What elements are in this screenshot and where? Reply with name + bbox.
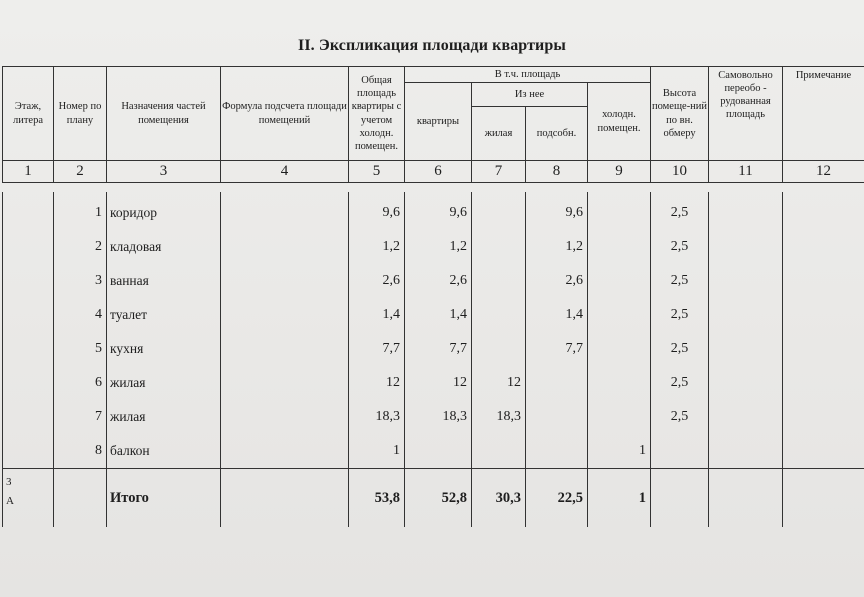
total-formula (221, 469, 349, 528)
row-room-name: кладовая (107, 230, 221, 264)
row-room-name: жилая (107, 366, 221, 400)
row-floor (3, 400, 54, 434)
row-plan-no: 4 (54, 298, 107, 332)
row-apartment-area: 2,6 (405, 264, 472, 298)
header-floor: Этаж, литера (3, 67, 54, 161)
row-living-area (472, 264, 526, 298)
row-self-rebuilt (709, 230, 783, 264)
row-formula (221, 264, 349, 298)
total-plan-no (54, 469, 107, 528)
row-aux-area: 1,4 (526, 298, 588, 332)
header-apartment: квартиры (405, 83, 472, 161)
row-notes (783, 434, 864, 469)
row-self-rebuilt (709, 264, 783, 298)
table-row (3, 264, 864, 298)
row-plan-no: 6 (54, 366, 107, 400)
row-notes (783, 400, 864, 434)
row-formula (221, 366, 349, 400)
total-literal (3, 469, 54, 528)
row-apartment-area: 18,3 (405, 400, 472, 434)
column-number: 12 (783, 161, 864, 183)
total-height (651, 469, 709, 528)
row-cold-area (588, 192, 651, 230)
header-notes: Примечание (783, 67, 864, 161)
column-number: 8 (526, 161, 588, 183)
row-aux-area (526, 366, 588, 400)
row-floor (3, 264, 54, 298)
row-total-area: 7,7 (349, 332, 405, 366)
row-height: 2,5 (651, 230, 709, 264)
header-living: жилая (472, 107, 526, 161)
row-height: 2,5 (651, 192, 709, 230)
row-aux-area (526, 400, 588, 434)
total-aux-value: 22,5 (526, 469, 588, 528)
row-height: 2,5 (651, 366, 709, 400)
row-living-area (472, 434, 526, 469)
row-total-area: 2,6 (349, 264, 405, 298)
row-room-name: коридор (107, 192, 221, 230)
header-height: Высота помеще-ний по вн. обмеру (651, 67, 709, 161)
header-self-rebuilt: Самовольно переобо - рудованная площадь (709, 67, 783, 161)
table-row (3, 434, 864, 469)
row-cold-area (588, 366, 651, 400)
row-apartment-area (405, 434, 472, 469)
row-self-rebuilt (709, 400, 783, 434)
row-aux-area: 9,6 (526, 192, 588, 230)
row-cold-area (588, 298, 651, 332)
row-room-name: жилая (107, 400, 221, 434)
row-living-area (472, 332, 526, 366)
table-row (3, 366, 864, 400)
row-aux-area: 2,6 (526, 264, 588, 298)
row-living-area: 18,3 (472, 400, 526, 434)
row-notes (783, 332, 864, 366)
row-plan-no: 1 (54, 192, 107, 230)
total-apartment-value: 52,8 (405, 469, 472, 528)
row-self-rebuilt (709, 366, 783, 400)
header-incl-area: В т.ч. площадь (405, 67, 651, 83)
total-literal-1: 3 (6, 476, 12, 488)
row-floor (3, 332, 54, 366)
row-floor (3, 230, 54, 264)
row-living-area: 12 (472, 366, 526, 400)
column-number: 2 (54, 161, 107, 183)
column-number: 11 (709, 161, 783, 183)
column-number: 10 (651, 161, 709, 183)
row-formula (221, 332, 349, 366)
row-plan-no: 2 (54, 230, 107, 264)
row-notes (783, 366, 864, 400)
row-apartment-area: 1,4 (405, 298, 472, 332)
row-apartment-area: 9,6 (405, 192, 472, 230)
row-total-area: 9,6 (349, 192, 405, 230)
column-number: 3 (107, 161, 221, 183)
table-row (3, 298, 864, 332)
row-formula (221, 192, 349, 230)
total-self-rebuilt (709, 469, 783, 528)
row-cold-area (588, 332, 651, 366)
total-notes (783, 469, 864, 528)
column-number: 4 (221, 161, 349, 183)
row-formula (221, 230, 349, 264)
row-apartment-area: 1,2 (405, 230, 472, 264)
total-cold-value: 1 (588, 469, 651, 528)
row-floor (3, 192, 54, 230)
row-cold-area (588, 264, 651, 298)
table-row (3, 230, 864, 264)
row-floor (3, 298, 54, 332)
row-room-name: кухня (107, 332, 221, 366)
row-self-rebuilt (709, 434, 783, 469)
row-total-area: 1 (349, 434, 405, 469)
row-height: 2,5 (651, 400, 709, 434)
row-apartment-area: 12 (405, 366, 472, 400)
row-cold-area: 1 (588, 434, 651, 469)
row-notes (783, 192, 864, 230)
row-plan-no: 7 (54, 400, 107, 434)
row-height (651, 434, 709, 469)
row-living-area (472, 298, 526, 332)
row-formula (221, 434, 349, 469)
total-area-value: 53,8 (349, 469, 405, 528)
header-formula: Формула подсчета площади помещений (221, 67, 349, 161)
table-row (3, 192, 864, 230)
row-living-area (472, 192, 526, 230)
table-body (2, 192, 864, 527)
table-header (2, 66, 864, 183)
row-cold-area (588, 400, 651, 434)
row-floor (3, 366, 54, 400)
column-number: 6 (405, 161, 472, 183)
row-formula (221, 400, 349, 434)
header-total-area: Общая площадь квартиры с учетом холодн. помещен. (349, 67, 405, 161)
total-living-value: 30,3 (472, 469, 526, 528)
table-row (3, 332, 864, 366)
total-literal-2: А (6, 494, 14, 507)
row-room-name: ванная (107, 264, 221, 298)
row-total-area: 18,3 (349, 400, 405, 434)
row-plan-no: 3 (54, 264, 107, 298)
row-floor (3, 434, 54, 469)
column-number: 5 (349, 161, 405, 183)
row-notes (783, 264, 864, 298)
total-row (3, 469, 864, 528)
row-room-name: балкон (107, 434, 221, 469)
row-notes (783, 298, 864, 332)
header-auxiliary: подсобн. (526, 107, 588, 161)
row-aux-area: 7,7 (526, 332, 588, 366)
row-self-rebuilt (709, 332, 783, 366)
row-apartment-area: 7,7 (405, 332, 472, 366)
row-total-area: 12 (349, 366, 405, 400)
row-plan-no: 8 (54, 434, 107, 469)
row-cold-area (588, 230, 651, 264)
room-rows (3, 192, 864, 469)
row-total-area: 1,4 (349, 298, 405, 332)
row-notes (783, 230, 864, 264)
column-number: 7 (472, 161, 526, 183)
header-of-which: Из нее (472, 83, 588, 107)
table-row (3, 400, 864, 434)
column-number: 9 (588, 161, 651, 183)
header-purpose: Назначения частей помещения (107, 67, 221, 161)
column-number: 1 (3, 161, 54, 183)
row-height: 2,5 (651, 264, 709, 298)
row-living-area (472, 230, 526, 264)
row-aux-area: 1,2 (526, 230, 588, 264)
row-formula (221, 298, 349, 332)
header-cold: холодн. помещен. (588, 83, 651, 161)
row-aux-area (526, 434, 588, 469)
row-self-rebuilt (709, 192, 783, 230)
row-total-area: 1,2 (349, 230, 405, 264)
row-height: 2,5 (651, 332, 709, 366)
total-label: Итого (107, 469, 221, 528)
row-height: 2,5 (651, 298, 709, 332)
row-room-name: туалет (107, 298, 221, 332)
header-plan-no: Номер по плану (54, 67, 107, 161)
page-title: II. Экспликация площади квартиры (298, 37, 566, 54)
row-self-rebuilt (709, 298, 783, 332)
row-plan-no: 5 (54, 332, 107, 366)
